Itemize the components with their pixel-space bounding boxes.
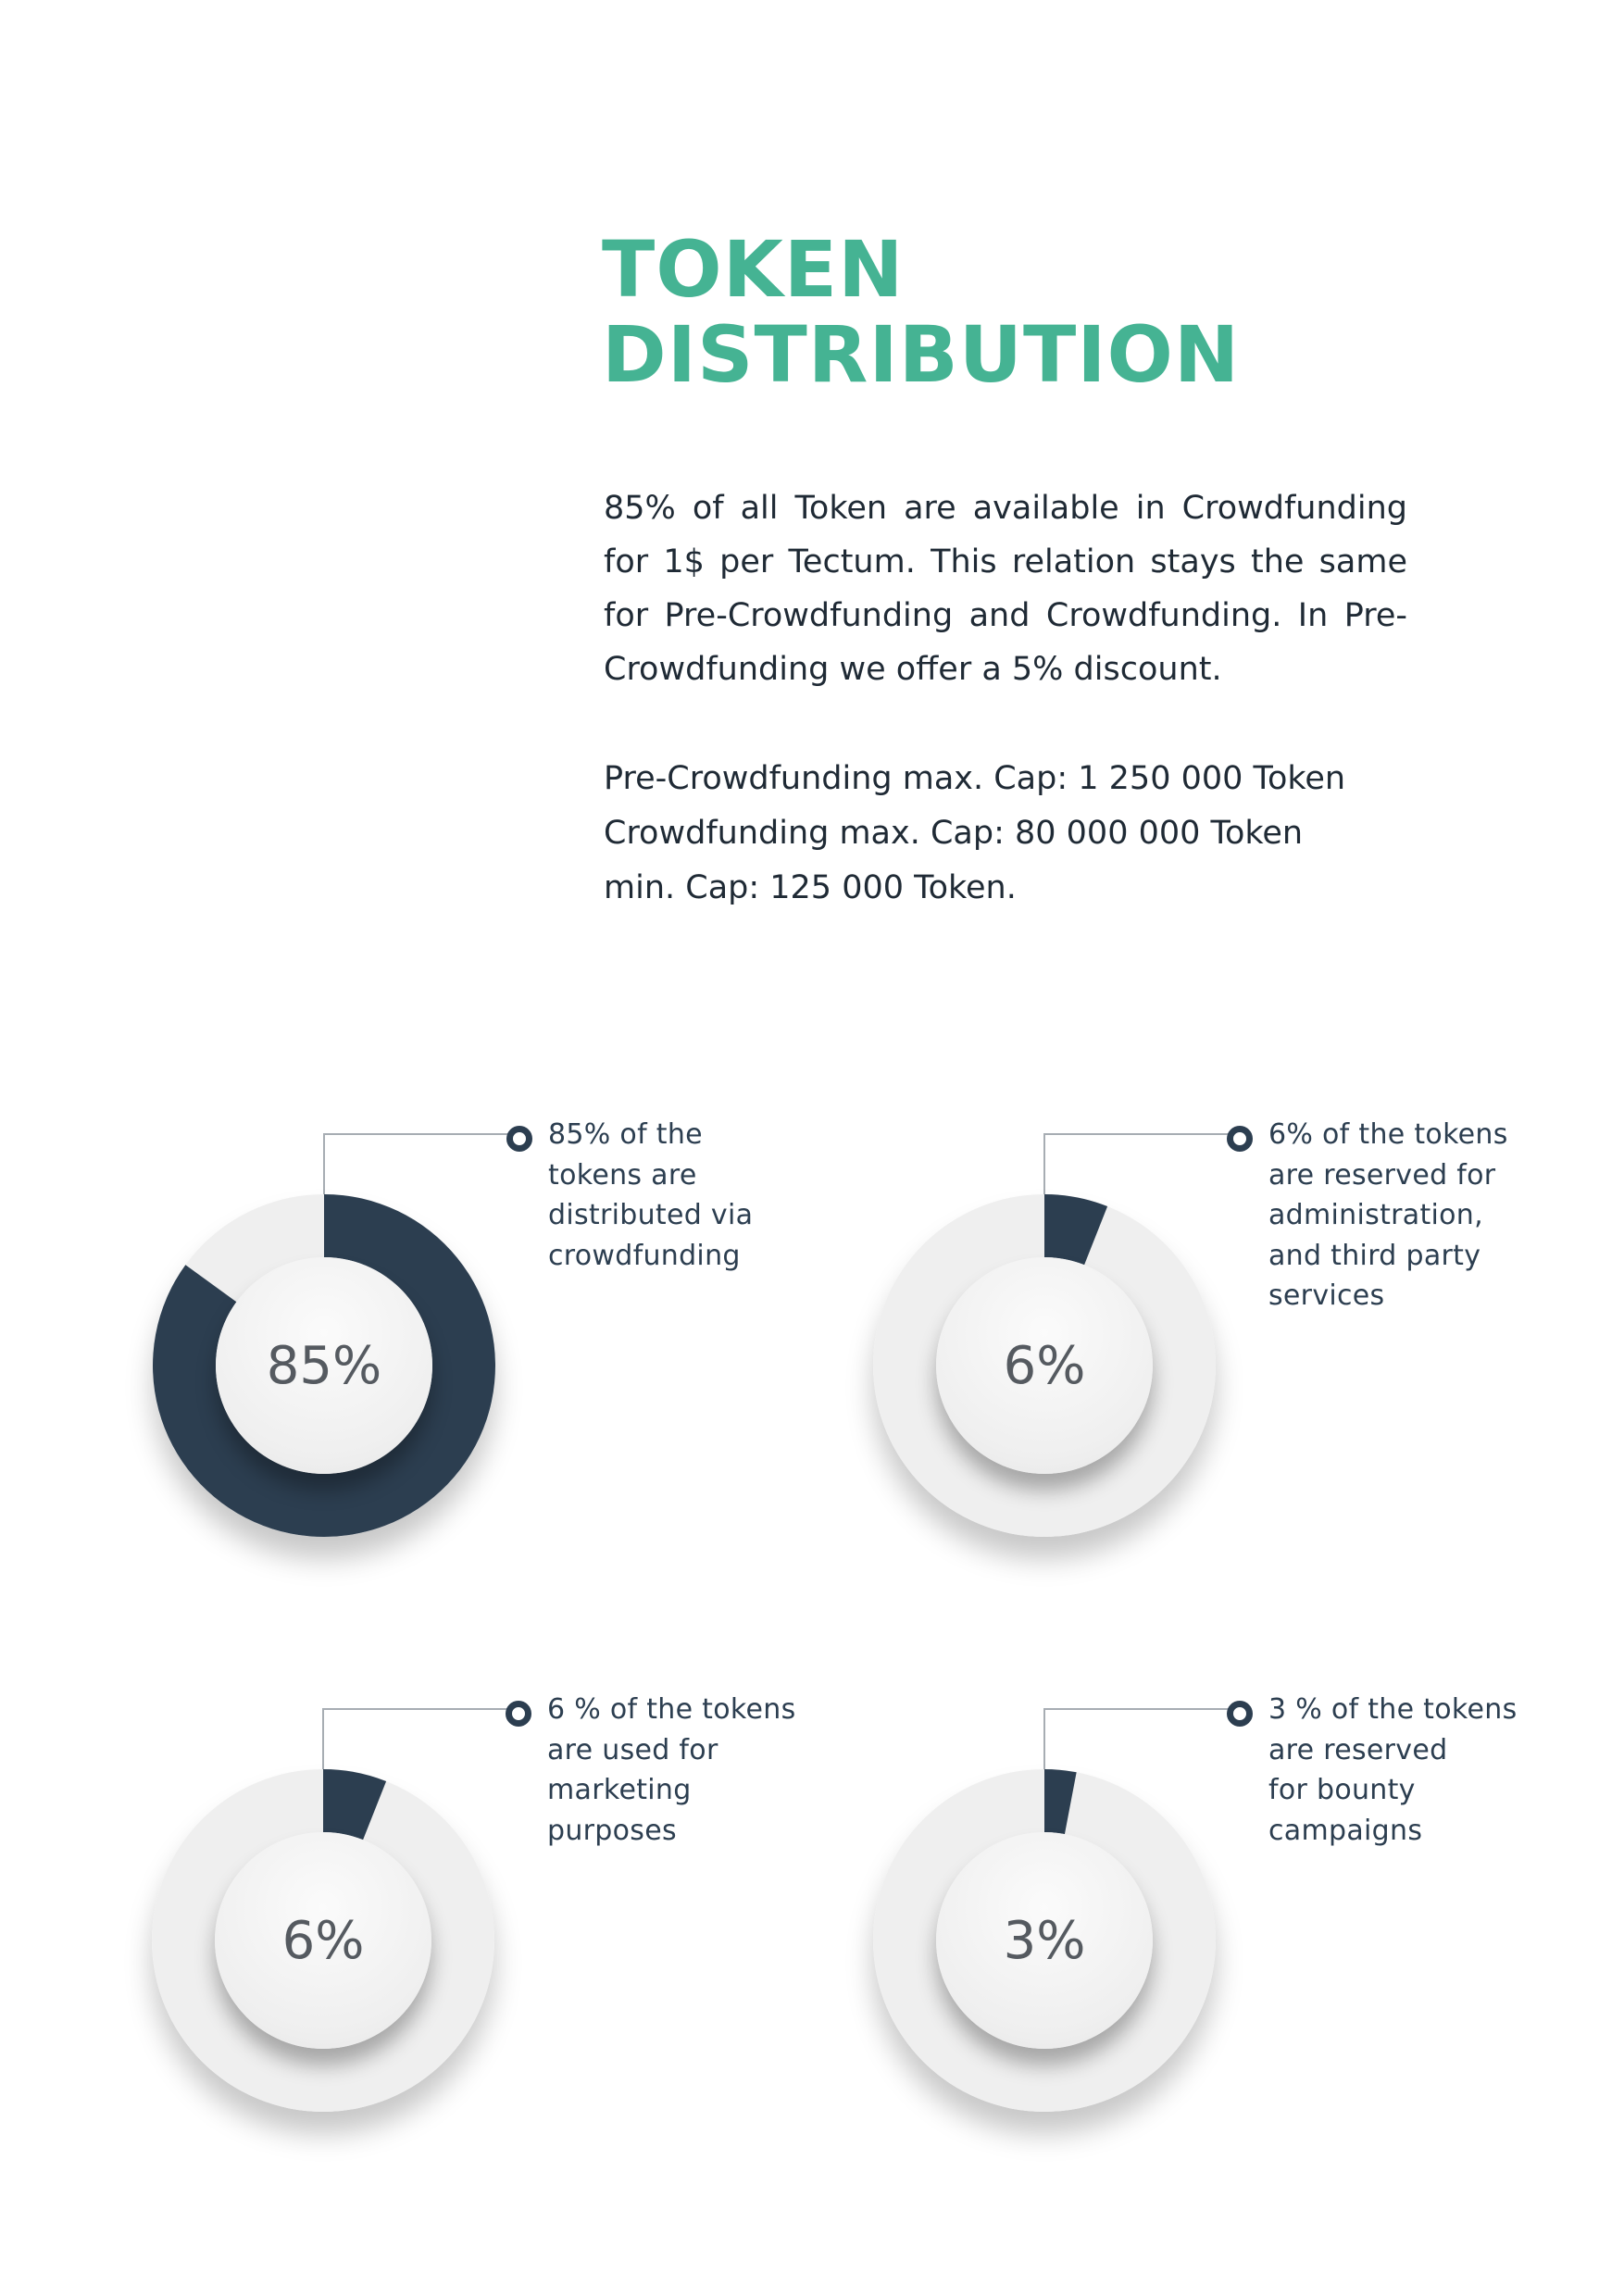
title-line-2: DISTRIBUTION bbox=[602, 309, 1241, 400]
caption-line: administration, bbox=[1268, 1199, 1483, 1231]
callout-dot-icon bbox=[1227, 1701, 1253, 1727]
caption-line: are used for bbox=[547, 1733, 718, 1766]
caption-line: crowdfunding bbox=[548, 1239, 741, 1272]
caption-line: 6% of the tokens bbox=[1268, 1118, 1508, 1151]
caption-line: 6 % of the tokens bbox=[547, 1693, 796, 1726]
callout-dot-icon bbox=[506, 1701, 531, 1727]
donut-value-label: 85% bbox=[266, 1335, 382, 1396]
caption-line: marketing bbox=[547, 1774, 692, 1806]
chart-caption bbox=[1268, 1690, 1537, 1851]
callout-connector bbox=[1043, 1133, 1236, 1196]
donut-center bbox=[936, 1257, 1153, 1474]
caption-line: for bounty bbox=[1268, 1774, 1416, 1806]
donut-chart bbox=[873, 1769, 1216, 2112]
caption-line: distributed via bbox=[548, 1199, 754, 1231]
callout-dot-icon bbox=[1227, 1126, 1253, 1152]
donut-value-label: 3% bbox=[1003, 1910, 1086, 1971]
caption-line: campaigns bbox=[1268, 1814, 1423, 1847]
caption-line: purposes bbox=[547, 1814, 677, 1847]
donut-value-label: 6% bbox=[1003, 1335, 1086, 1396]
donut-center bbox=[216, 1257, 432, 1474]
cap-minimum: min. Cap: 125 000 Token. bbox=[604, 869, 1017, 906]
donut-center bbox=[936, 1832, 1153, 2049]
cap-pre-crowdfunding: Pre-Crowdfunding max. Cap: 1 250 000 Token bbox=[604, 760, 1346, 797]
chart-caption bbox=[1268, 1115, 1537, 1316]
callout-dot-icon bbox=[506, 1126, 532, 1152]
page-title bbox=[602, 224, 1241, 400]
caption-line: services bbox=[1268, 1279, 1385, 1312]
title-line-1: TOKEN bbox=[602, 224, 905, 315]
caption-line: 3 % of the tokens bbox=[1268, 1693, 1518, 1726]
callout-connector bbox=[322, 1708, 515, 1771]
cap-crowdfunding: Crowdfunding max. Cap: 80 000 000 Token bbox=[604, 815, 1304, 852]
cap-list bbox=[604, 752, 1345, 916]
donut-center bbox=[215, 1832, 431, 2049]
caption-line: are reserved bbox=[1268, 1733, 1448, 1766]
caption-line: tokens are bbox=[548, 1158, 697, 1192]
callout-connector bbox=[1043, 1708, 1236, 1771]
donut-chart bbox=[152, 1769, 494, 2112]
chart-caption bbox=[548, 1115, 817, 1276]
intro-paragraph: 85% of all Token are available in Crowdfunding for 1$ per Tectum. This relation stays the same for Pre-Crowdfunding and Crowdfunding. In Pre-Crowdfunding we offer a 5% discount. bbox=[604, 490, 1407, 688]
donut-chart bbox=[153, 1194, 495, 1537]
caption-line: 85% of the bbox=[548, 1118, 703, 1151]
caption-line: are reserved for bbox=[1268, 1158, 1496, 1192]
donut-value-label: 6% bbox=[281, 1910, 365, 1971]
callout-connector bbox=[323, 1133, 516, 1196]
chart-caption bbox=[547, 1690, 816, 1851]
donut-chart bbox=[873, 1194, 1216, 1537]
caption-line: and third party bbox=[1268, 1239, 1481, 1272]
